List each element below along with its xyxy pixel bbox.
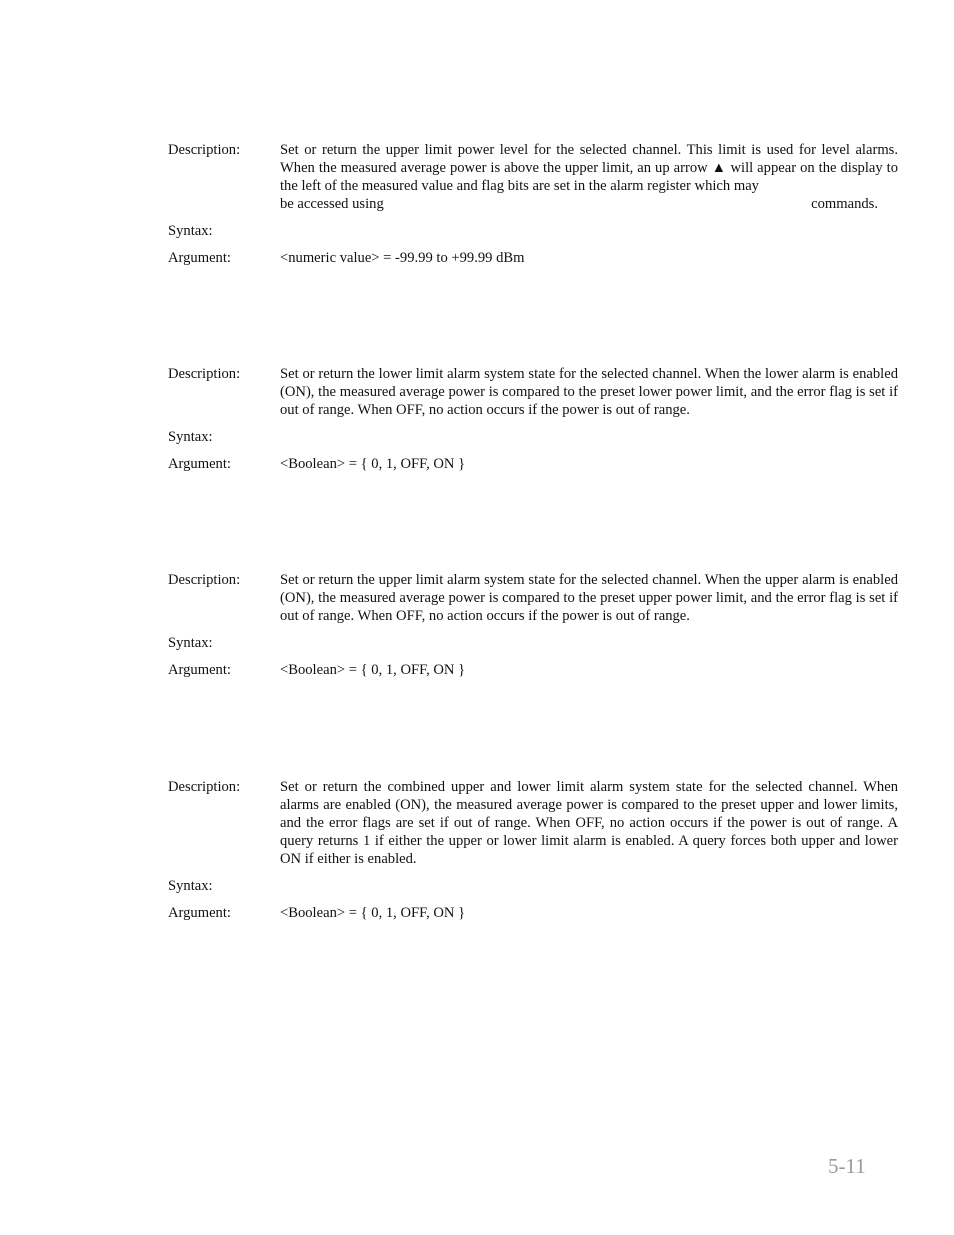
argument-row <box>168 455 898 473</box>
argument-row <box>168 661 898 679</box>
description-text <box>280 141 898 213</box>
entry-upper-limit-level <box>168 141 898 267</box>
argument-text: <Boolean> = { 0, 1, OFF, ON } <box>280 456 466 472</box>
argument-label: Argument: <box>168 905 231 921</box>
entry-lower-alarm-state <box>168 365 898 473</box>
page-number: 5-11 <box>828 1154 866 1178</box>
description-row <box>168 571 898 625</box>
description-label: Description: <box>168 142 241 158</box>
description-label: Description: <box>168 779 241 795</box>
argument-label: Argument: <box>168 250 231 266</box>
entry-combined-alarm-state <box>168 778 898 922</box>
description-row <box>168 141 898 213</box>
description-tail-right: commands. <box>811 196 878 212</box>
argument-text: <numeric value> = -99.99 to +99.99 dBm <box>280 250 525 266</box>
syntax-row <box>168 877 898 895</box>
syntax-label: Syntax: <box>168 878 213 894</box>
description-body: Set or return the upper limit power level for the selected channel. This limit is used for level alarms. When the measured average power is above the upper limit, an up arrow ▲ will appear on the display to the left of the measured value and flag bits are set in the alarm register which may <box>280 142 898 194</box>
description-row <box>168 365 898 419</box>
argument-text: <Boolean> = { 0, 1, OFF, ON } <box>280 662 466 678</box>
syntax-label: Syntax: <box>168 223 213 239</box>
entry-upper-alarm-state <box>168 571 898 679</box>
syntax-row <box>168 634 898 652</box>
argument-row <box>168 249 898 267</box>
syntax-row <box>168 222 898 240</box>
argument-text: <Boolean> = { 0, 1, OFF, ON } <box>280 905 466 921</box>
description-text: Set or return the upper limit alarm system state for the selected channel. When the upper alarm is enabled (ON), the measured average power is compared to the preset upper power limit, and the error flag is set if out of range. When OFF, no action occurs if the power is out of range. <box>280 572 898 624</box>
description-text: Set or return the lower limit alarm system state for the selected channel. When the lower alarm is enabled (ON), the measured average power is compared to the preset lower power limit, and the error flag is set if out of range. When OFF, no action occurs if the power is out of range. <box>280 366 898 418</box>
argument-label: Argument: <box>168 662 231 678</box>
syntax-row <box>168 428 898 446</box>
description-tail <box>280 195 898 213</box>
syntax-label: Syntax: <box>168 429 213 445</box>
argument-label: Argument: <box>168 456 231 472</box>
description-label: Description: <box>168 572 241 588</box>
description-row <box>168 778 898 868</box>
description-tail-left: be accessed using <box>280 196 384 212</box>
description-label: Description: <box>168 366 241 382</box>
description-text: Set or return the combined upper and lower limit alarm system state for the selected channel. When alarms are enabled (ON), the measured average power is compared to the preset upper and lower limits, and the error flags are set if out of range. When OFF, no action occurs if the power is out of range. A query returns 1 if either the upper or lower limit alarm is enabled. A query forces both upper and lower ON if either is enabled. <box>280 779 898 867</box>
syntax-label: Syntax: <box>168 635 213 651</box>
argument-row <box>168 904 898 922</box>
